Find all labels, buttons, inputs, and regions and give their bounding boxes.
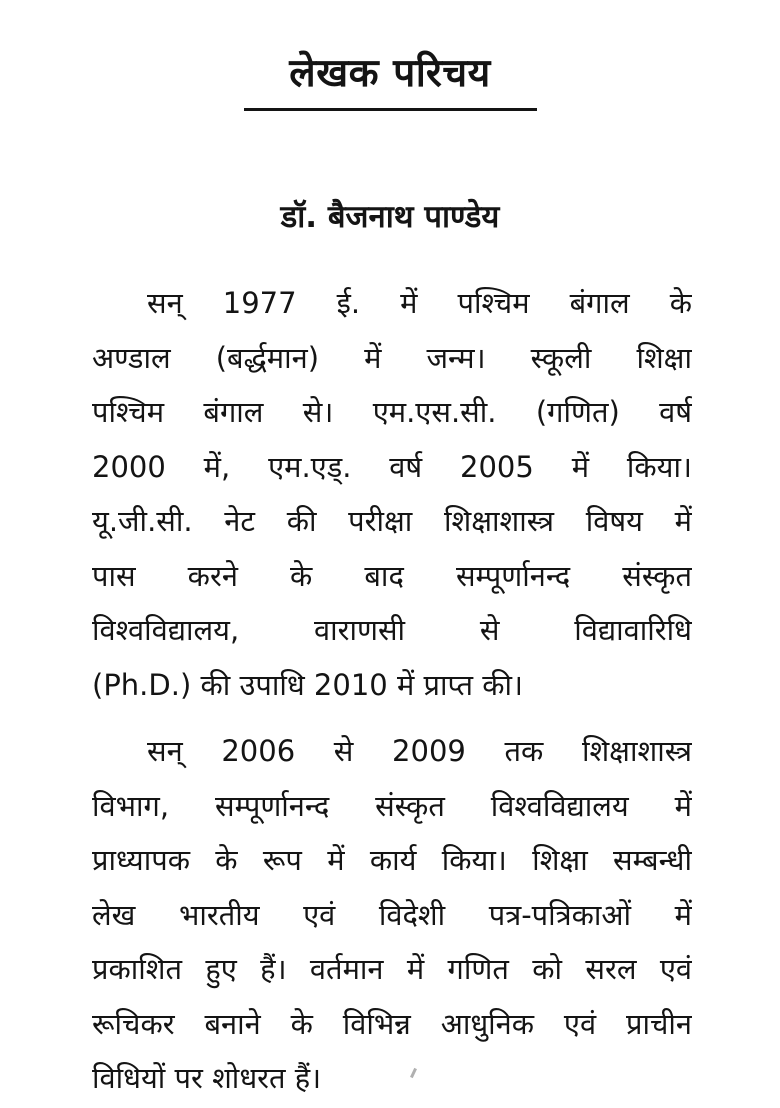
author-name: डॉ. बैजनाथ पाण्डेय	[280, 199, 500, 235]
biography-paragraph-2	[92, 724, 692, 1106]
page-title: लेखक परिचय	[289, 51, 491, 96]
paragraph-line: लेख भारतीय एवं विदेशी पत्र-पत्रिकाओं में	[92, 897, 692, 932]
paragraph-line: विधियों पर शोधरत हैं।	[92, 1061, 322, 1095]
paragraph-line: (Ph.D.) की उपाधि 2010 में प्राप्त की।	[92, 667, 523, 702]
paragraph-line: यू.जी.सी. नेट की परीक्षा शिक्षाशास्त्र विषय में	[92, 504, 692, 538]
title-underline	[244, 108, 537, 111]
paragraph-line: रूचिकर बनाने के विभिन्न आधुनिक एवं प्राचीन	[92, 1006, 692, 1041]
paragraph-line: पश्चिम बंगाल से। एम.एस.सी. (गणित) वर्ष	[92, 395, 692, 429]
paragraph-line: सन् 1977 ई. में पश्चिम बंगाल के	[147, 286, 692, 320]
paragraph-line: अण्डाल (बर्द्धमान) में जन्म। स्कूली शिक्षा	[92, 340, 692, 375]
paragraph-line: विश्वविद्यालय, वाराणसी से विद्यावारिधि	[92, 613, 692, 647]
paragraph-line: सन् 2006 से 2009 तक शिक्षाशास्त्र	[147, 734, 692, 768]
paragraph-line: प्रकाशित हुए हैं। वर्तमान में गणित को सरल एवं	[92, 952, 692, 986]
paragraph-line: 2000 में, एम.एड्. वर्ष 2005 में किया।	[92, 449, 692, 484]
paragraph-line: पास करने के बाद सम्पूर्णानन्द संस्कृत	[92, 558, 692, 593]
biography-paragraph-1	[92, 276, 692, 712]
paragraph-line: विभाग, सम्पूर्णानन्द संस्कृत विश्वविद्यालय में	[92, 788, 692, 823]
paragraph-line: प्राध्यापक के रूप में कार्य किया। शिक्षा सम्बन्धी	[92, 843, 692, 877]
